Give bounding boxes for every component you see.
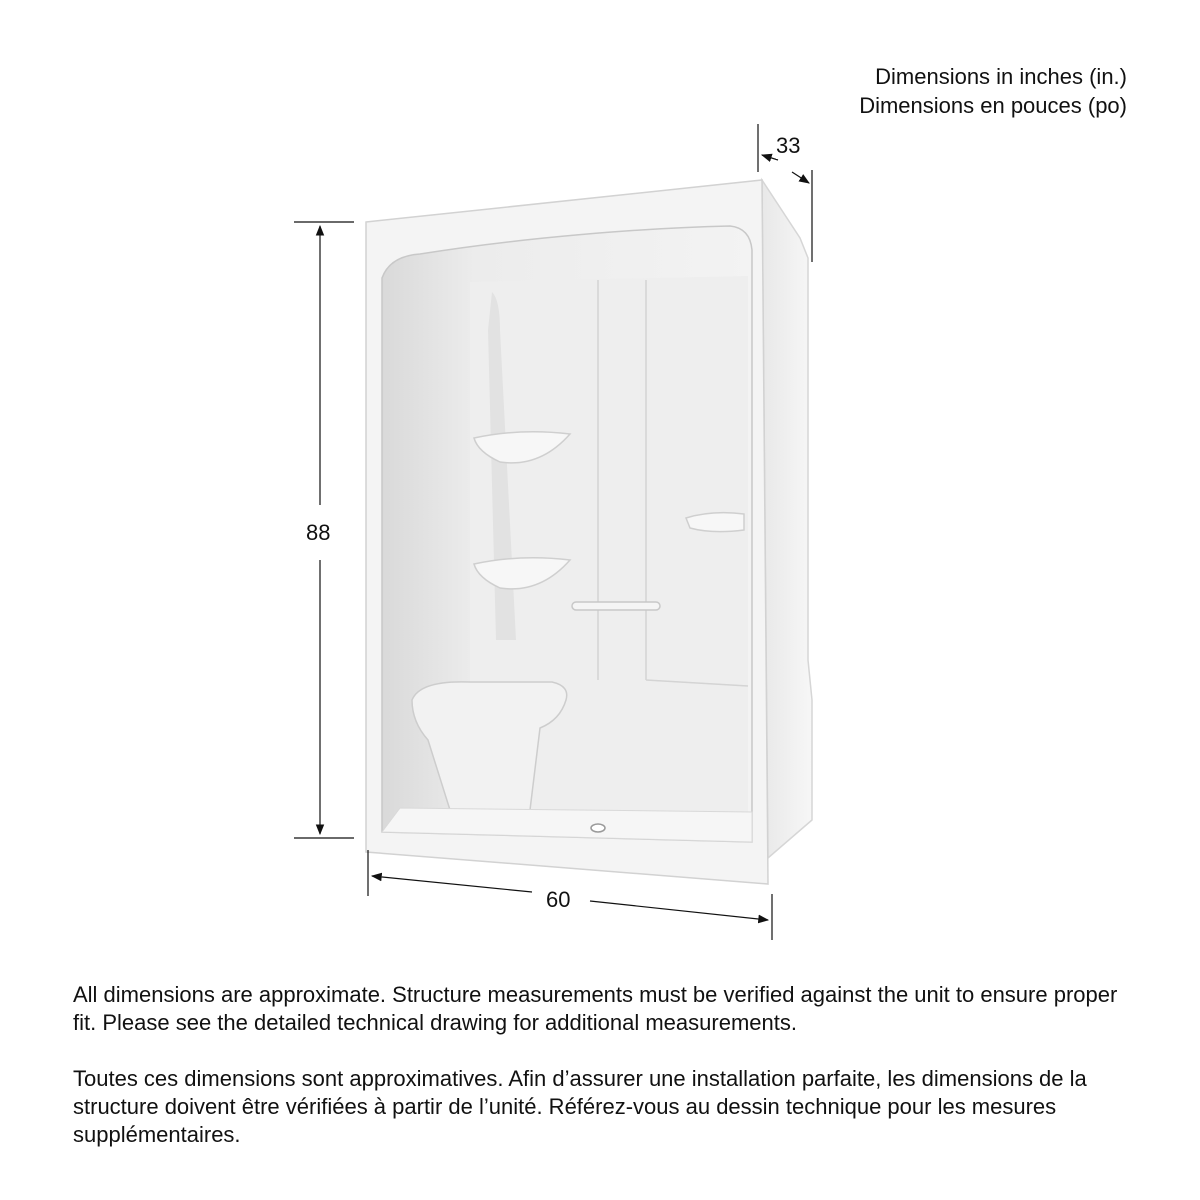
disclaimer-en: All dimensions are approximate. Structure measurements must be verified against the unit to ensure proper fit. Please see the detailed technical drawing for additional measurements. xyxy=(73,982,1118,1035)
shower-unit-illustration xyxy=(366,180,812,884)
drain xyxy=(591,824,605,832)
disclaimer-fr: Toutes ces dimensions sont approximatives. Afin d’assurer une installation parfaite, les dimensions de la structure doivent être vérifiées à partir de l’unité. Référez-vous au dessin technique pour les mesures supplémentaires. xyxy=(73,1066,1087,1147)
units-note-fr: Dimensions en pouces (po) xyxy=(859,93,1127,118)
shower-side-panel xyxy=(762,180,812,858)
height-label: 88 xyxy=(306,520,331,545)
side-shelf xyxy=(686,513,744,532)
width-label: 60 xyxy=(546,887,571,912)
depth-label: 33 xyxy=(776,133,801,158)
units-note-en: Dimensions in inches (in.) xyxy=(875,64,1127,89)
grab-bar xyxy=(572,602,660,610)
disclaimer-notes xyxy=(73,981,1133,1177)
